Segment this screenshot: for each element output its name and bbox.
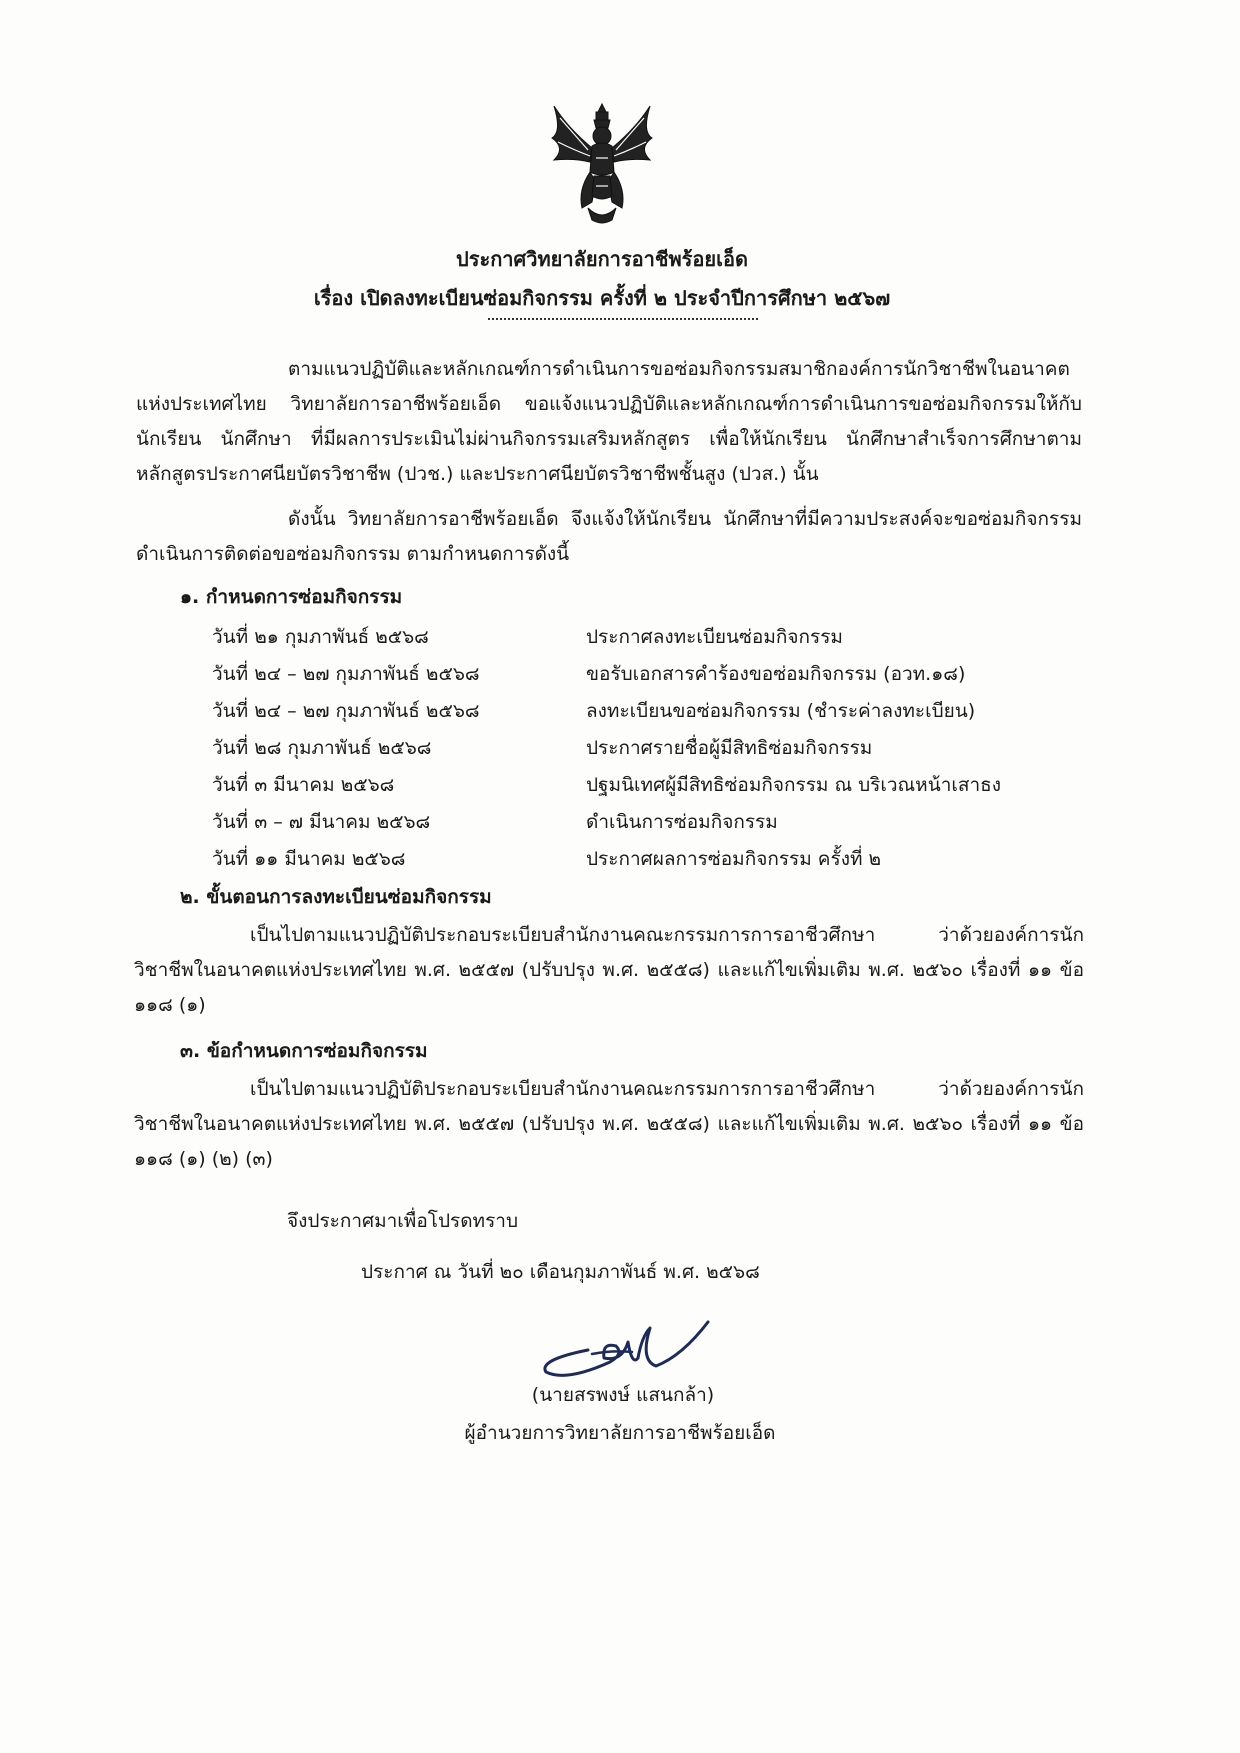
schedule-row bbox=[212, 622, 1092, 659]
announcement-date: ประกาศ ณ วันที่ ๒๐ เดือนกุมภาพันธ์ พ.ศ. ๒๕๖๘ bbox=[361, 1261, 760, 1283]
dotted-divider bbox=[488, 318, 758, 320]
signer-position: ผู้อำนวยการวิทยาลัยการอาชีพร้อยเอ็ด bbox=[464, 1422, 776, 1444]
schedule-row bbox=[212, 733, 1092, 770]
section-3-heading: ๓. ข้อกำหนดการซ่อมกิจกรรม bbox=[180, 1040, 428, 1062]
signer-name: (นายสรพงษ์ แสนกล้า) bbox=[531, 1384, 715, 1406]
schedule-row bbox=[212, 696, 1092, 733]
schedule-event: ขอรับเอกสารคำร้องขอซ่อมกิจกรรม (อวท.๑๘) bbox=[586, 663, 966, 685]
schedule-date: วันที่ ๓ มีนาคม ๒๕๖๘ bbox=[212, 774, 395, 796]
schedule-event: ดำเนินการซ่อมกิจกรรม bbox=[586, 811, 778, 833]
intro-paragraph-2: ดังนั้น วิทยาลัยการอาชีพร้อยเอ็ด จึงแจ้งให้นักเรียน นักศึกษาที่มีความประสงค์จะขอซ่อมกิจกรรม ดำเนินการติดต่อขอซ่อมกิจกรรม ตามกำหนดการดังนี้ bbox=[136, 508, 1082, 565]
schedule-date: วันที่ ๓ – ๗ มีนาคม ๒๕๖๘ bbox=[212, 811, 431, 833]
section-1-heading: ๑. กำหนดการซ่อมกิจกรรม bbox=[180, 586, 403, 608]
schedule-row bbox=[212, 844, 1092, 881]
schedule-date: วันที่ ๒๔ – ๒๗ กุมภาพันธ์ ๒๕๖๘ bbox=[212, 663, 480, 685]
section-2-body: เป็นไปตามแนวปฏิบัติประกอบระเบียบสำนักงานคณะกรรมการการอาชีวศึกษา ว่าด้วยองค์การนักวิชาชีพในอนาคตแห่งประเทศไทย พ.ศ. ๒๕๕๗ (ปรับปรุง พ.ศ. ๒๕๕๘) และแก้ไขเพิ่มเติม พ.ศ. ๒๕๖๐ เรื่องที่ ๑๑ ข้อ ๑๑๘ (๑) bbox=[134, 924, 1084, 1016]
schedule-event: ลงทะเบียนขอซ่อมกิจกรรม (ชำระค่าลงทะเบียน) bbox=[586, 700, 976, 722]
schedule-date: วันที่ ๒๑ กุมภาพันธ์ ๒๕๖๘ bbox=[212, 626, 429, 648]
schedule-event: ประกาศรายชื่อผู้มีสิทธิซ่อมกิจกรรม bbox=[586, 737, 873, 759]
announcement-subject: เรื่อง เปิดลงทะเบียนซ่อมกิจกรรม ครั้งที่ ๒ ประจำปีการศึกษา ๒๕๖๗ bbox=[313, 286, 891, 310]
garuda-emblem-icon bbox=[548, 98, 656, 226]
schedule-event: ประกาศลงทะเบียนซ่อมกิจกรรม bbox=[586, 626, 843, 648]
schedule-date: วันที่ ๑๑ มีนาคม ๒๕๖๘ bbox=[212, 848, 406, 870]
closing-statement: จึงประกาศมาเพื่อโปรดทราบ bbox=[287, 1210, 519, 1232]
schedule-event: ปฐมนิเทศผู้มีสิทธิซ่อมกิจกรรม ณ บริเวณหน้าเสาธง bbox=[586, 774, 1001, 796]
schedule-date: วันที่ ๒๔ – ๒๗ กุมภาพันธ์ ๒๕๖๘ bbox=[212, 700, 480, 722]
section-2-heading: ๒. ขั้นตอนการลงทะเบียนซ่อมกิจกรรม bbox=[180, 886, 492, 908]
schedule-row bbox=[212, 770, 1092, 807]
schedule-row bbox=[212, 807, 1092, 844]
section-3-body: เป็นไปตามแนวปฏิบัติประกอบระเบียบสำนักงานคณะกรรมการการอาชีวศึกษา ว่าด้วยองค์การนักวิชาชีพในอนาคตแห่งประเทศไทย พ.ศ. ๒๕๕๗ (ปรับปรุง พ.ศ. ๒๕๕๘) และแก้ไขเพิ่มเติม พ.ศ. ๒๕๖๐ เรื่องที่ ๑๑ ข้อ ๑๑๘ (๑) (๒) (๓) bbox=[134, 1078, 1084, 1170]
schedule-event: ประกาศผลการซ่อมกิจกรรม ครั้งที่ ๒ bbox=[586, 848, 882, 870]
announcement-title: ประกาศวิทยาลัยการอาชีพร้อยเอ็ด bbox=[456, 247, 748, 271]
signature-icon bbox=[532, 1306, 722, 1386]
schedule-date: วันที่ ๒๘ กุมภาพันธ์ ๒๕๖๘ bbox=[212, 737, 432, 759]
schedule-list bbox=[212, 622, 1092, 881]
intro-paragraph-1: ตามแนวปฏิบัติและหลักเกณฑ์การดำเนินการขอซ่อมกิจกรรมสมาชิกองค์การนักวิชาชีพในอนาคตแห่งประเทศไทย วิทยาลัยการอาชีพร้อยเอ็ด ขอแจ้งแนวปฏิบัติและหลักเกณฑ์การดำเนินการขอซ่อมกิจกรรมให้กับนักเรียน นักศึกษา ที่มีผลการประเมินไม่ผ่านกิจกรรมเสริมหลักสูตร เพื่อให้นักเรียน นักศึกษาสำเร็จการศึกษาตามหลักสูตรประกาศนียบัตรวิชาชีพ (ปวช.) และประกาศนียบัตรวิชาชีพชั้นสูง (ปวส.) นั้น bbox=[136, 358, 1082, 485]
schedule-row bbox=[212, 659, 1092, 696]
